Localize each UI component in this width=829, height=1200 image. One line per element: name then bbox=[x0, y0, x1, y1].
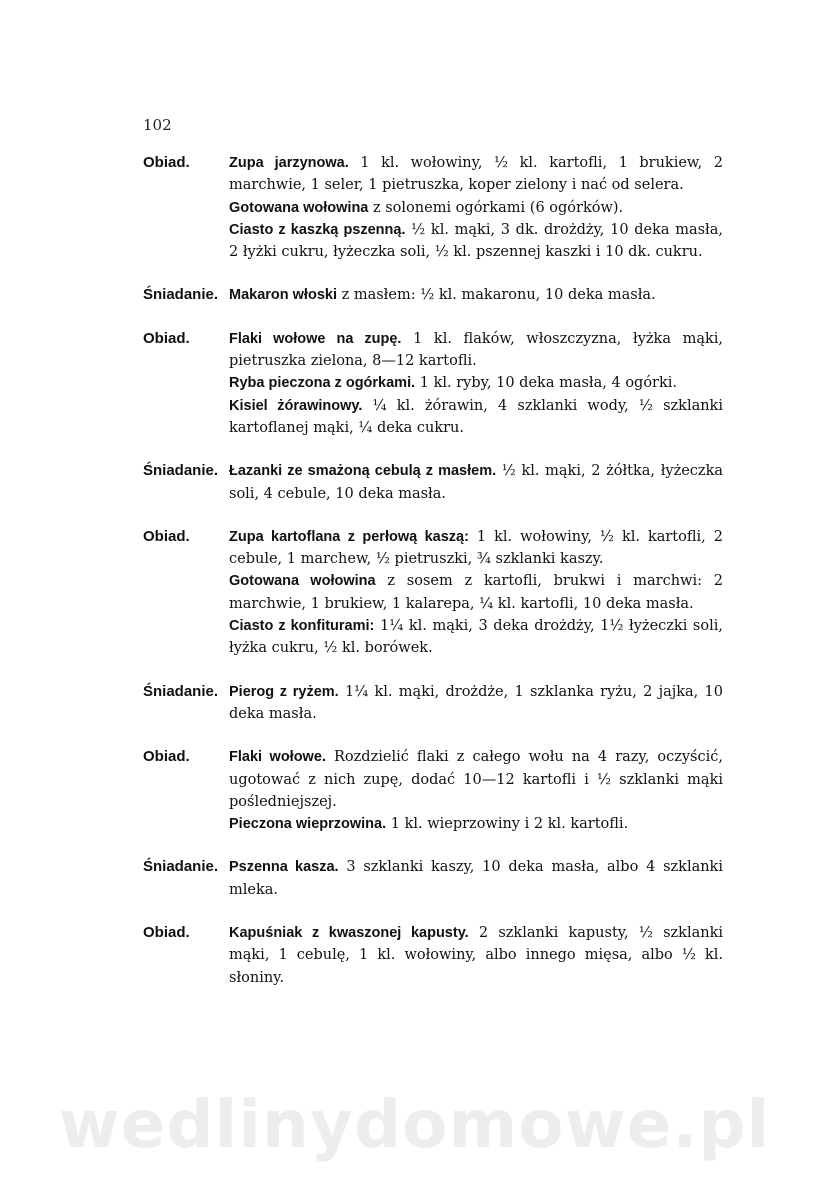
dish-item bbox=[229, 615, 723, 660]
dish-name: Pszenna kasza. bbox=[229, 859, 339, 876]
meal-label: Obiad. bbox=[143, 527, 190, 545]
dish-ingredients: z masłem: ½ kl. makaronu, 10 deka masła. bbox=[336, 287, 656, 304]
dish-ingredients: z sosem z kartofli, brukwi i marchwi: 2 marchwie, 1 brukiew, 1 kalarepa, ¼ kl. kartofli, 10 deka masła. bbox=[229, 573, 723, 612]
dish-name: Łazanki ze smażoną cebulą z masłem. bbox=[229, 463, 497, 480]
page-number: 102 bbox=[143, 116, 172, 134]
menu-list bbox=[143, 152, 723, 1010]
menu-entry bbox=[143, 526, 723, 660]
dish-item bbox=[229, 219, 723, 264]
dish-list bbox=[229, 328, 723, 439]
dish-name: Ciasto z konfiturami: bbox=[229, 618, 375, 635]
dish-ingredients: ¼ kl. żórawin, 4 szklanki wody, ½ szklanki kartoflanej mąki, ¼ deka cukru. bbox=[229, 397, 723, 436]
dish-name: Flaki wołowe na zupę. bbox=[229, 330, 402, 347]
dish-name: Kisiel żórawinowy. bbox=[229, 397, 363, 414]
meal-label: Śniadanie. bbox=[143, 682, 219, 700]
dish-list bbox=[229, 856, 723, 901]
menu-entry bbox=[143, 284, 723, 306]
dish-list bbox=[229, 460, 723, 505]
dish-ingredients: 1 kl. flaków, włoszczyzna, łyżka mąki, pietruszka zielona, 8—12 kartofli. bbox=[229, 330, 723, 370]
dish-ingredients: 1 kl. wołowiny, ½ kl. kartofli, 1 brukiew, 2 marchwie, 1 seler, 1 pietruszka, koper zielony i nać od selera. bbox=[229, 155, 723, 194]
dish-item bbox=[229, 922, 723, 989]
dish-name: Zupa kartoflana z perłową kaszą: bbox=[229, 528, 469, 545]
dish-name: Pieczona wieprzowina. bbox=[229, 816, 387, 833]
meal-label: Śniadanie. bbox=[143, 858, 219, 876]
dish-name: Pierog z ryżem. bbox=[229, 683, 339, 700]
dish-ingredients: 2 szklanki kapusty, ½ szklanki mąki, 1 cebulę, 1 kl. wołowiny, albo innego mięsa, albo ½ kl. słoniny. bbox=[229, 925, 724, 986]
meal-label: Obiad. bbox=[143, 154, 190, 171]
menu-entry bbox=[143, 856, 723, 901]
dish-name: Gotowana wołowina bbox=[229, 573, 376, 590]
dish-item bbox=[229, 570, 723, 615]
dish-ingredients: 1¼ kl. mąki, drożdże, 1 szklanka ryżu, 2 jajka, 10 deka masła. bbox=[229, 683, 723, 722]
dish-ingredients: 1 kl. wieprzowiny i 2 kl. kartofli. bbox=[386, 816, 629, 833]
dish-list bbox=[229, 681, 723, 726]
dish-item bbox=[229, 746, 723, 813]
meal-label: Obiad. bbox=[143, 329, 190, 347]
dish-item bbox=[229, 395, 723, 440]
dish-item bbox=[229, 856, 723, 901]
dish-item bbox=[229, 372, 723, 394]
meal-label: Śniadanie. bbox=[143, 462, 219, 480]
meal-label: Śniadanie. bbox=[143, 286, 219, 304]
dish-item bbox=[229, 526, 723, 571]
menu-entry bbox=[143, 152, 723, 263]
dish-list bbox=[229, 526, 723, 660]
dish-item bbox=[229, 152, 723, 197]
dish-ingredients: Rozdzielić flaki z całego wołu na 4 razy, oczyścić, ugotować z nich zupę, dodać 10—12 kartofli i ½ szklanki mąki pośledniejszej. bbox=[229, 749, 723, 810]
dish-name: Flaki wołowe. bbox=[229, 749, 326, 766]
menu-entry bbox=[143, 746, 723, 835]
menu-entry bbox=[143, 460, 723, 505]
dish-list bbox=[229, 922, 723, 989]
dish-ingredients: z solonemi ogórkami (6 ogórków). bbox=[368, 199, 624, 216]
dish-name: Zupa jarzynowa. bbox=[229, 155, 349, 171]
meal-label: Obiad. bbox=[143, 748, 190, 766]
dish-item bbox=[229, 813, 723, 835]
dish-name: Ciasto z kaszką pszenną. bbox=[229, 221, 406, 238]
dish-name: Gotowana wołowina bbox=[229, 199, 369, 216]
dish-ingredients: ½ kl. mąki, 2 żółtka, łyżeczka soli, 4 cebule, 10 deka masła. bbox=[229, 463, 724, 502]
menu-entry bbox=[143, 922, 723, 989]
dish-item bbox=[229, 284, 723, 306]
dish-item bbox=[229, 681, 723, 726]
menu-entry bbox=[143, 681, 723, 726]
dish-item bbox=[229, 460, 723, 505]
dish-list bbox=[229, 746, 723, 835]
dish-ingredients: 1 kl. ryby, 10 deka masła, 4 ogórki. bbox=[415, 375, 678, 392]
dish-name: Makaron włoski bbox=[229, 287, 337, 304]
dish-ingredients: 1 kl. wołowiny, ½ kl. kartofli, 2 cebule, 1 marchew, ½ pietruszki, ¾ szklanki kaszy. bbox=[229, 528, 723, 568]
dish-ingredients: ½ kl. mąki, 3 dk. drożdży, 10 deka masła, 2 łyżki cukru, łyżeczka soli, ½ kl. pszennej kaszki i 10 dk. cukru. bbox=[229, 221, 723, 261]
dish-item bbox=[229, 328, 723, 373]
meal-label: Obiad. bbox=[143, 924, 190, 942]
dish-item bbox=[229, 197, 723, 219]
menu-entry bbox=[143, 328, 723, 439]
dish-name: Kapuśniak z kwaszonej kapusty. bbox=[229, 925, 469, 942]
dish-ingredients: 1¼ kl. mąki, 3 deka drożdży, 1½ łyżeczki soli, łyżka cukru, ½ kl. borówek. bbox=[229, 618, 723, 657]
watermark-text: wedlinydomowe.pl bbox=[58, 1086, 771, 1163]
dish-list bbox=[229, 284, 723, 306]
dish-ingredients: 3 szklanki kaszy, 10 deka masła, albo 4 szklanki mleka. bbox=[229, 859, 723, 898]
dish-list bbox=[229, 152, 723, 263]
dish-name: Ryba pieczona z ogórkami. bbox=[229, 375, 416, 392]
